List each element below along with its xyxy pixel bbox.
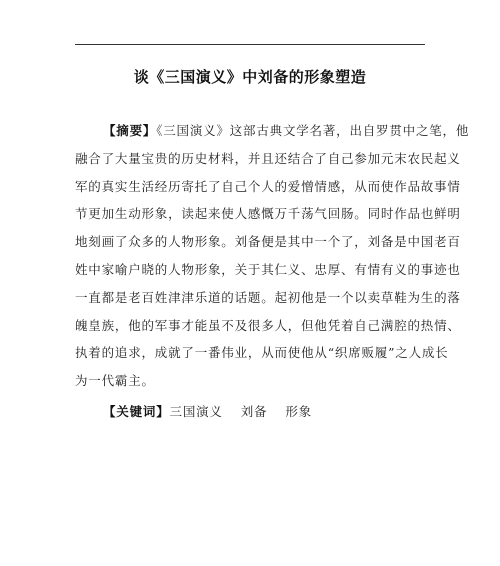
- abstract-label: 【摘要】: [103, 123, 157, 138]
- abstract-line: 魄皇族，他的军事才能虽不及很多人，但他凭着自己满腔的热情、: [75, 317, 461, 333]
- paper-title: 谈《三国演义》中刘备的形象塑造: [133, 68, 367, 86]
- keywords-label: 【关键词】: [103, 404, 170, 419]
- keywords-block: [103, 402, 330, 420]
- abstract-line: 融合了大量宝贵的历史材料，并且还结合了自己参加元末农民起义: [75, 150, 461, 166]
- keyword: 三国演义: [169, 404, 223, 419]
- header-rule: [75, 44, 425, 45]
- abstract-line: 姓中家喻户晓的人物形象，关于其仁义、忠厚、有情有义的事迹也: [75, 261, 461, 277]
- abstract-block: [75, 117, 470, 395]
- abstract-line-text: 《三国演义》这部古典文学名著，出自罗贯中之笔，他: [156, 123, 470, 138]
- abstract-line: 节更加生动形象，读起来使人感慨万千荡气回肠。同时作品也鲜明: [75, 206, 461, 222]
- keyword: 形象: [285, 404, 312, 419]
- abstract-line: 为一代霸主。: [75, 373, 155, 389]
- abstract-line: 军的真实生活经历寄托了自己个人的爱憎情感，从而使作品故事情: [75, 178, 461, 194]
- abstract-line: 地刻画了众多的人物形象。刘备便是其中一个了，刘备是中国老百: [75, 234, 461, 250]
- keyword: 刘备: [240, 404, 268, 419]
- abstract-line: 一直都是老百姓津津乐道的话题。起初他是一个以卖草鞋为生的落: [75, 289, 461, 305]
- abstract-line: 执着的追求，成就了一番伟业，从而使他从“织席贩履”之人成长: [75, 345, 449, 361]
- abstract-line: [103, 117, 470, 145]
